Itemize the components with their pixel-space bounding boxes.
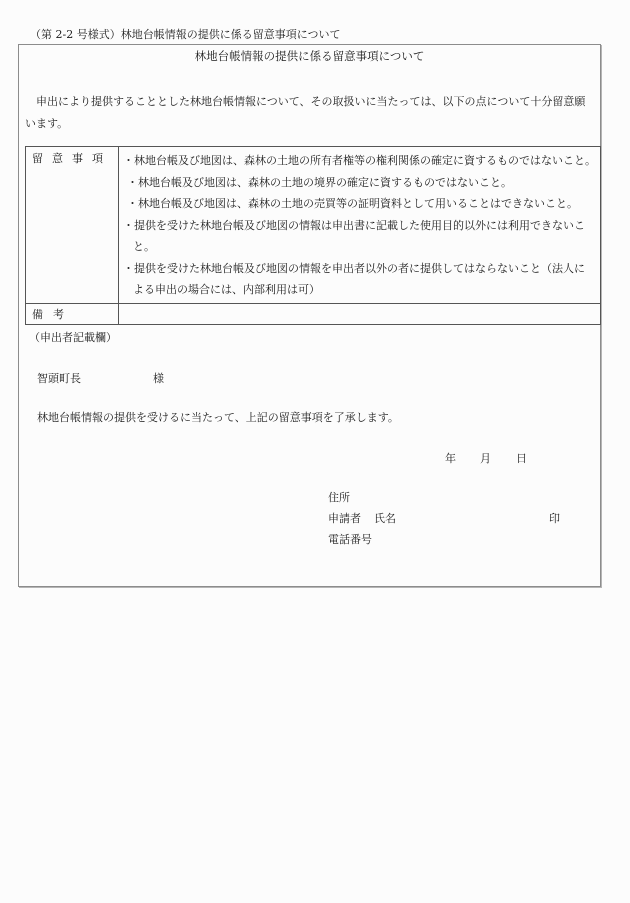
note-item-5-line-1: ・提供を受けた林地台帳及び地図の情報を申出者以外の者に提供してはならないこと（法人に bbox=[123, 261, 585, 275]
form-number-label: （第 2-2 号様式）林地台帳情報の提供に係る留意事項について bbox=[30, 28, 341, 41]
note-item-4-line-2: と。 bbox=[133, 240, 155, 253]
intro-text: 申出により提供することとした林地台帳情報について、その取扱いに当たっては、以下の点について十分留意願います。 bbox=[25, 95, 586, 130]
consent-statement: 林地台帳情報の提供を受けるに当たって、上記の留意事項を了承します。 bbox=[37, 411, 399, 424]
applicant-section-label: （申出者記載欄） bbox=[29, 331, 117, 344]
remarks-header: 備考 bbox=[26, 303, 119, 324]
honorific: 様 bbox=[153, 372, 164, 385]
note-item-4-line-1: ・提供を受けた林地台帳及び地図の情報は申出書に記載した使用目的以外には利用できないこ bbox=[123, 218, 585, 232]
applicant-label: 申請者 bbox=[328, 512, 361, 525]
document-title: 林地台帳情報の提供に係る留意事項について bbox=[194, 49, 425, 63]
notes-header: 留意事項 bbox=[26, 147, 119, 304]
addressee: 智頭町長 bbox=[37, 372, 81, 385]
note-item-2: ・林地台帳及び地図は、森林の土地の境界の確定に資するものではないこと。 bbox=[127, 175, 512, 189]
note-item-5 bbox=[123, 258, 596, 301]
seal-mark: 印 bbox=[549, 512, 560, 525]
phone-field[interactable]: 電話番号 bbox=[328, 533, 372, 546]
note-item-4 bbox=[123, 215, 596, 258]
date-month-field[interactable]: 月 bbox=[480, 452, 491, 465]
name-field[interactable]: 氏名 bbox=[374, 512, 396, 525]
address-field[interactable]: 住所 bbox=[328, 491, 350, 504]
date-year-field[interactable]: 年 bbox=[445, 452, 456, 465]
notes-table bbox=[25, 146, 601, 325]
note-item-5-line-2: よる申出の場合には、内部利用は可） bbox=[133, 283, 320, 296]
remarks-field[interactable] bbox=[119, 303, 601, 324]
notes-items bbox=[119, 147, 601, 304]
document-frame bbox=[18, 44, 601, 587]
remarks-row bbox=[26, 303, 601, 324]
date-day-field[interactable]: 日 bbox=[516, 452, 527, 465]
notes-row bbox=[26, 147, 601, 304]
intro-paragraph bbox=[25, 91, 593, 135]
note-item-1: ・林地台帳及び地図は、森林の土地の所有者権等の権利関係の確定に資するものではないこと。 bbox=[123, 154, 596, 167]
note-item-3: ・林地台帳及び地図は、森林の土地の売買等の証明資料として用いることはできないこと。 bbox=[127, 197, 578, 210]
